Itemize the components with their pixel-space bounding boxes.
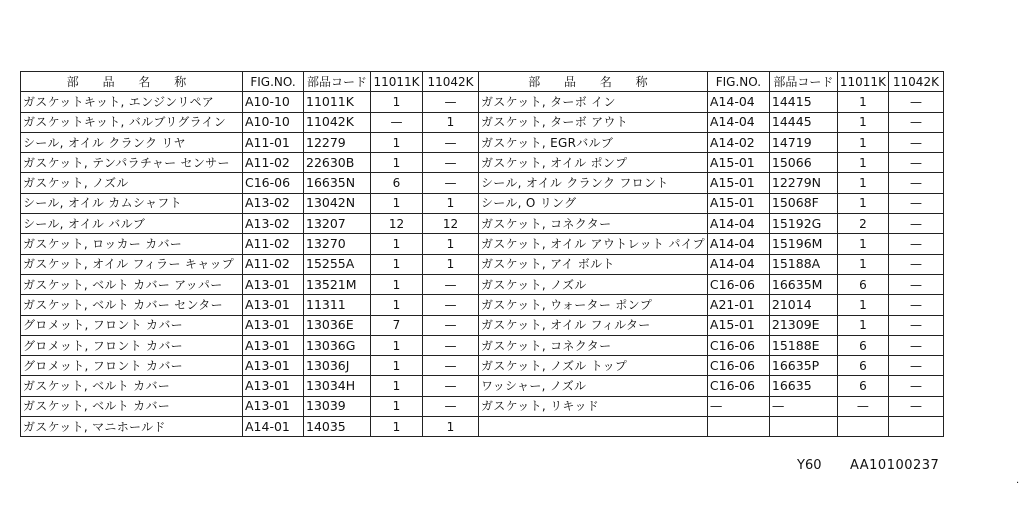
- left-name-cell: グロメット, フロント カバー: [21, 335, 243, 355]
- left-name-cell: ガスケット, テンパラチャー センサー: [21, 153, 243, 173]
- left-q2-cell: —: [423, 153, 479, 173]
- right-q2-cell: —: [888, 274, 943, 294]
- table-row: [21, 193, 944, 213]
- table-row: [21, 254, 944, 274]
- left-fig-cell: A13-01: [243, 376, 304, 396]
- right-code-cell: 15188A: [769, 254, 837, 274]
- right-code-cell: 21309E: [769, 315, 837, 335]
- left-fig-cell: A13-01: [243, 295, 304, 315]
- right-code-cell: 14415: [769, 92, 837, 112]
- right-name-cell: ガスケット, ウォーター ポンプ: [479, 295, 708, 315]
- left-name-cell: ガスケット, ベルト カバー アッパー: [21, 274, 243, 294]
- table-row: [21, 92, 944, 112]
- left-q2-cell: —: [423, 132, 479, 152]
- left-q2-cell: 1: [423, 417, 479, 437]
- table-row: [21, 153, 944, 173]
- left-fig-cell: A10-10: [243, 92, 304, 112]
- right-q2-cell: —: [888, 193, 943, 213]
- left-code-cell: 22630B: [304, 153, 371, 173]
- right-code-cell: 14719: [769, 132, 837, 152]
- right-name-cell: ガスケット, オイル フィルター: [479, 315, 708, 335]
- left-q1-cell: 1: [371, 335, 423, 355]
- right-q2-cell: —: [888, 173, 943, 193]
- right-q1-cell: 6: [837, 335, 888, 355]
- right-q1-cell: 1: [837, 92, 888, 112]
- left-code-cell: 11011K: [304, 92, 371, 112]
- right-name-cell: ガスケット, オイル ポンプ: [479, 153, 708, 173]
- left-name-cell: シール, オイル バルブ: [21, 214, 243, 234]
- left-fig-cell: A13-01: [243, 315, 304, 335]
- header-qty1-right: 11011K: [837, 72, 888, 92]
- right-q2-cell: —: [888, 396, 943, 416]
- left-fig-cell: A11-02: [243, 234, 304, 254]
- left-q1-cell: 1: [371, 132, 423, 152]
- left-q1-cell: 7: [371, 315, 423, 335]
- left-q2-cell: 1: [423, 193, 479, 213]
- table-row: [21, 173, 944, 193]
- right-code-cell: 15068F: [769, 193, 837, 213]
- left-code-cell: 13034H: [304, 376, 371, 396]
- right-name-cell: ガスケット, ターボ イン: [479, 92, 708, 112]
- left-q2-cell: 1: [423, 234, 479, 254]
- left-name-cell: ガスケット, ロッカー カバー: [21, 234, 243, 254]
- left-code-cell: 13207: [304, 214, 371, 234]
- right-fig-cell: A15-01: [707, 173, 769, 193]
- table-row: [21, 132, 944, 152]
- left-q1-cell: 1: [371, 376, 423, 396]
- parts-table: [20, 71, 944, 437]
- left-name-cell: ガスケット, ベルト カバー: [21, 376, 243, 396]
- left-q2-cell: —: [423, 356, 479, 376]
- left-name-cell: ガスケット, マニホールド: [21, 417, 243, 437]
- table-row: [21, 274, 944, 294]
- right-q1-cell: 1: [837, 315, 888, 335]
- right-q1-cell: 6: [837, 376, 888, 396]
- right-code-cell: —: [769, 396, 837, 416]
- model-code: Y60: [797, 458, 822, 473]
- left-code-cell: 11042K: [304, 112, 371, 132]
- left-fig-cell: C16-06: [243, 173, 304, 193]
- table-row: [21, 214, 944, 234]
- right-fig-cell: C16-06: [707, 335, 769, 355]
- right-fig-cell: A15-01: [707, 153, 769, 173]
- left-code-cell: 13039: [304, 396, 371, 416]
- header-qty2-right: 11042K: [888, 72, 943, 92]
- left-name-cell: ガスケット, ベルト カバー: [21, 396, 243, 416]
- right-code-cell: [769, 417, 837, 437]
- header-fig-left: FIG.NO.: [243, 72, 304, 92]
- left-name-cell: ガスケット, オイル フィラー キャップ: [21, 254, 243, 274]
- right-q2-cell: —: [888, 132, 943, 152]
- right-fig-cell: A14-04: [707, 112, 769, 132]
- right-code-cell: 15192G: [769, 214, 837, 234]
- right-name-cell: ガスケット, アイ ボルト: [479, 254, 708, 274]
- table-row: [21, 356, 944, 376]
- right-q2-cell: —: [888, 214, 943, 234]
- left-q2-cell: —: [423, 274, 479, 294]
- left-q2-cell: —: [423, 335, 479, 355]
- left-fig-cell: A13-01: [243, 396, 304, 416]
- right-q2-cell: —: [888, 335, 943, 355]
- left-q1-cell: 1: [371, 153, 423, 173]
- right-q1-cell: 1: [837, 112, 888, 132]
- header-code-right: 部品コード: [769, 72, 837, 92]
- document-id: AA10100237: [850, 458, 940, 473]
- left-fig-cell: A13-01: [243, 335, 304, 355]
- header-qty1-left: 11011K: [371, 72, 423, 92]
- right-q1-cell: 1: [837, 254, 888, 274]
- right-name-cell: ガスケット, ノズル トップ: [479, 356, 708, 376]
- right-code-cell: 15188E: [769, 335, 837, 355]
- right-fig-cell: C16-06: [707, 356, 769, 376]
- right-q1-cell: 1: [837, 234, 888, 254]
- right-fig-cell: C16-06: [707, 376, 769, 396]
- right-fig-cell: A15-01: [707, 315, 769, 335]
- left-code-cell: 13036J: [304, 356, 371, 376]
- header-fig-right: FIG.NO.: [707, 72, 769, 92]
- right-q1-cell: 1: [837, 173, 888, 193]
- right-name-cell: シール, オイル クランク フロント: [479, 173, 708, 193]
- left-q1-cell: 1: [371, 417, 423, 437]
- right-fig-cell: A21-01: [707, 295, 769, 315]
- left-q1-cell: 1: [371, 193, 423, 213]
- right-q1-cell: 6: [837, 274, 888, 294]
- left-q2-cell: —: [423, 315, 479, 335]
- right-name-cell: ガスケット, コネクター: [479, 214, 708, 234]
- right-fig-cell: A14-04: [707, 92, 769, 112]
- right-q1-cell: [837, 417, 888, 437]
- left-name-cell: ガスケット, ノズル: [21, 173, 243, 193]
- header-name-left: 部 品 名 称: [21, 72, 243, 92]
- right-code-cell: 12279N: [769, 173, 837, 193]
- header-name-right: 部 品 名 称: [479, 72, 708, 92]
- table-row: [21, 112, 944, 132]
- left-q1-cell: 1: [371, 234, 423, 254]
- left-code-cell: 16635N: [304, 173, 371, 193]
- right-q2-cell: —: [888, 153, 943, 173]
- left-fig-cell: A11-02: [243, 254, 304, 274]
- left-q2-cell: —: [423, 295, 479, 315]
- right-name-cell: ガスケット, オイル アウトレット パイプ: [479, 234, 708, 254]
- right-name-cell: ガスケット, ノズル: [479, 274, 708, 294]
- right-fig-cell: A14-02: [707, 132, 769, 152]
- left-q1-cell: 1: [371, 396, 423, 416]
- left-fig-cell: A13-01: [243, 356, 304, 376]
- left-q2-cell: —: [423, 92, 479, 112]
- left-code-cell: 12279: [304, 132, 371, 152]
- left-fig-cell: A10-10: [243, 112, 304, 132]
- left-fig-cell: A13-01: [243, 274, 304, 294]
- left-q1-cell: 12: [371, 214, 423, 234]
- left-code-cell: 15255A: [304, 254, 371, 274]
- right-fig-cell: C16-06: [707, 274, 769, 294]
- right-q2-cell: —: [888, 234, 943, 254]
- table-row: [21, 295, 944, 315]
- right-q2-cell: —: [888, 92, 943, 112]
- corner-mark: ·: [1016, 478, 1020, 489]
- left-name-cell: グロメット, フロント カバー: [21, 315, 243, 335]
- right-q2-cell: [888, 417, 943, 437]
- right-code-cell: 16635: [769, 376, 837, 396]
- left-q2-cell: —: [423, 376, 479, 396]
- right-fig-cell: A15-01: [707, 193, 769, 213]
- right-q1-cell: 1: [837, 193, 888, 213]
- right-code-cell: 15196M: [769, 234, 837, 254]
- right-fig-cell: A14-04: [707, 234, 769, 254]
- left-code-cell: 13270: [304, 234, 371, 254]
- right-name-cell: ガスケット, コネクター: [479, 335, 708, 355]
- right-name-cell: ガスケット, ターボ アウト: [479, 112, 708, 132]
- left-code-cell: 11311: [304, 295, 371, 315]
- left-name-cell: ガスケットキット, バルブリグライン: [21, 112, 243, 132]
- right-q1-cell: 1: [837, 295, 888, 315]
- right-fig-cell: A14-04: [707, 214, 769, 234]
- right-fig-cell: [707, 417, 769, 437]
- right-q2-cell: —: [888, 315, 943, 335]
- table-row: [21, 376, 944, 396]
- header-row: [21, 72, 944, 92]
- table-row: [21, 396, 944, 416]
- right-name-cell: ワッシャー, ノズル: [479, 376, 708, 396]
- right-name-cell: ガスケット, リキッド: [479, 396, 708, 416]
- right-fig-cell: —: [707, 396, 769, 416]
- left-name-cell: ガスケット, ベルト カバー センター: [21, 295, 243, 315]
- left-code-cell: 13036E: [304, 315, 371, 335]
- left-q2-cell: —: [423, 396, 479, 416]
- right-name-cell: [479, 417, 708, 437]
- left-q1-cell: 1: [371, 274, 423, 294]
- right-name-cell: ガスケット, EGRバルブ: [479, 132, 708, 152]
- left-fig-cell: A13-02: [243, 214, 304, 234]
- left-fig-cell: A13-02: [243, 193, 304, 213]
- right-code-cell: 16635M: [769, 274, 837, 294]
- left-q1-cell: 1: [371, 92, 423, 112]
- left-name-cell: グロメット, フロント カバー: [21, 356, 243, 376]
- right-q2-cell: —: [888, 295, 943, 315]
- right-q1-cell: 1: [837, 153, 888, 173]
- left-q1-cell: 6: [371, 173, 423, 193]
- right-q2-cell: —: [888, 356, 943, 376]
- left-q2-cell: 1: [423, 112, 479, 132]
- table-row: [21, 417, 944, 437]
- right-fig-cell: A14-04: [707, 254, 769, 274]
- left-fig-cell: A11-01: [243, 132, 304, 152]
- right-q1-cell: 2: [837, 214, 888, 234]
- left-q1-cell: —: [371, 112, 423, 132]
- left-code-cell: 14035: [304, 417, 371, 437]
- header-code-left: 部品コード: [304, 72, 371, 92]
- table-row: [21, 335, 944, 355]
- right-code-cell: 16635P: [769, 356, 837, 376]
- right-q1-cell: —: [837, 396, 888, 416]
- right-code-cell: 14445: [769, 112, 837, 132]
- left-code-cell: 13036G: [304, 335, 371, 355]
- left-fig-cell: A11-02: [243, 153, 304, 173]
- table-row: [21, 315, 944, 335]
- left-name-cell: シール, オイル クランク リヤ: [21, 132, 243, 152]
- left-q1-cell: 1: [371, 356, 423, 376]
- right-q2-cell: —: [888, 112, 943, 132]
- left-name-cell: ガスケットキット, エンジンリペア: [21, 92, 243, 112]
- header-qty2-left: 11042K: [423, 72, 479, 92]
- right-name-cell: シール, O リング: [479, 193, 708, 213]
- right-q2-cell: —: [888, 254, 943, 274]
- left-code-cell: 13042N: [304, 193, 371, 213]
- table-row: [21, 234, 944, 254]
- right-code-cell: 21014: [769, 295, 837, 315]
- left-fig-cell: A14-01: [243, 417, 304, 437]
- left-q2-cell: —: [423, 173, 479, 193]
- right-q2-cell: —: [888, 376, 943, 396]
- left-code-cell: 13521M: [304, 274, 371, 294]
- right-q1-cell: 6: [837, 356, 888, 376]
- left-q2-cell: 12: [423, 214, 479, 234]
- left-q1-cell: 1: [371, 254, 423, 274]
- left-name-cell: シール, オイル カムシャフト: [21, 193, 243, 213]
- left-q1-cell: 1: [371, 295, 423, 315]
- right-code-cell: 15066: [769, 153, 837, 173]
- right-q1-cell: 1: [837, 132, 888, 152]
- left-q2-cell: 1: [423, 254, 479, 274]
